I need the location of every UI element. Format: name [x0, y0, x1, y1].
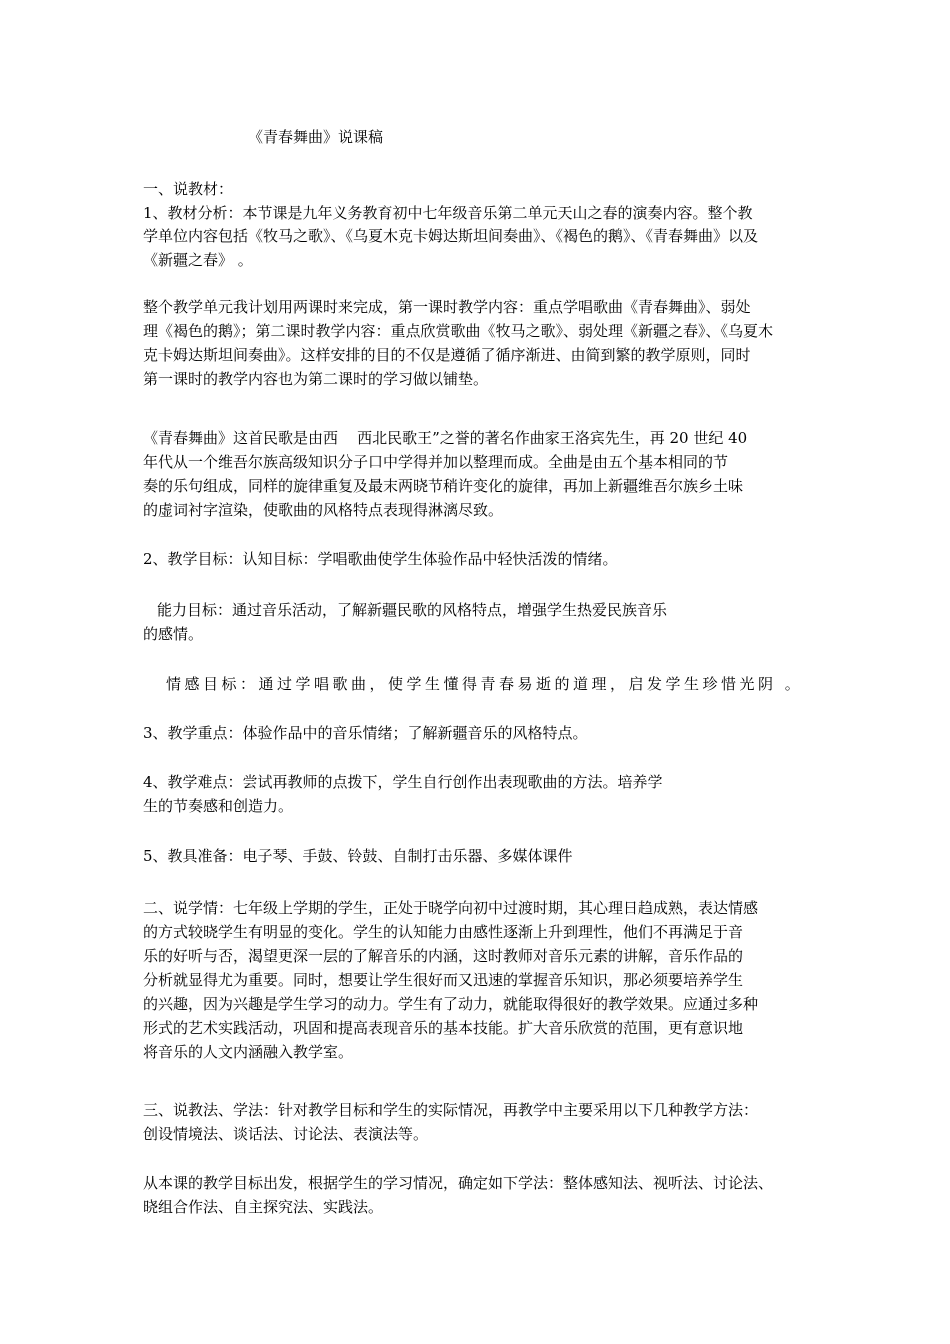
section-paragraph-line: 三、说教法、学法：针对教学目标和学生的实际情况，再教学中主要采用以下几种教学方法：	[143, 1101, 759, 1119]
paragraph-line: 的方式较晓学生有明显的变化。学生的认知能力由感性逐渐上升到理性，他们不再满足于音	[143, 923, 744, 941]
paragraph-line: 3、教学重点：体验作品中的音乐情绪；了解新疆音乐的风格特点。	[143, 724, 588, 742]
paragraph-line: 2、教学目标：认知目标：学唱歌曲使学生体验作品中轻快活泼的情绪。	[143, 550, 618, 568]
document-title: 《青春舞曲》说课稿	[248, 128, 384, 146]
section-heading: 一、说教材：	[143, 180, 234, 198]
paragraph-line: 的感情。	[143, 625, 204, 643]
paragraph-line: 从本课的教学目标出发，根据学生的学习情况，确定如下学法：整体感知法、视听法、讨论法、	[143, 1174, 774, 1192]
paragraph-line: 《青春舞曲》这首民歌是由西 西北民歌王”之誉的著名作曲家王洛宾先生，再 20 世纪 40	[143, 429, 748, 447]
paragraph-line: 乐的好听与否，渴望更深一层的了解音乐的内涵，这时教师对音乐元素的讲解，音乐作品的	[143, 947, 744, 965]
paragraph-line: 年代从一个维吾尔族高级知识分子口中学得并加以整理而成。全曲是由五个基本相同的节	[143, 453, 729, 471]
paragraph-line: 《新疆之春》 。	[143, 251, 253, 269]
paragraph-line: 克卡姆达斯坦间奏曲》。这样安排的目的不仅是遵循了循序渐进、由简到繁的教学原则，同时	[143, 346, 751, 364]
paragraph-line: 生的节奏感和创造力。	[143, 797, 294, 815]
paragraph-line: 晓组合作法、自主探究法、实践法。	[143, 1198, 384, 1216]
paragraph-line: 将音乐的人文内涵融入教学室。	[143, 1043, 354, 1061]
paragraph-line: 5、教具准备：电子琴、手鼓、铃鼓、自制打击乐器、多媒体课件	[143, 847, 573, 865]
paragraph-line: 1、教材分析：本节课是九年义务教育初中七年级音乐第二单元天山之春的演奏内容。整个教	[143, 204, 753, 222]
paragraph-line: 创设情境法、谈话法、讨论法、表演法等。	[143, 1125, 429, 1143]
paragraph-line: 形式的艺术实践活动，巩固和提高表现音乐的基本技能。扩大音乐欣赏的范围，更有意识地	[143, 1019, 744, 1037]
paragraph-line: 奏的乐句组成，同样的旋律重复及最末两晓节稍许变化的旋律，再加上新疆维吾尔族乡土味	[143, 477, 744, 495]
paragraph-line: 理《褐色的鹅》；第二课时教学内容：重点欣赏歌曲《牧马之歌》、弱处理《新疆之春》、《乌夏木	[143, 322, 774, 340]
paragraph-line: 能力目标：通过音乐活动，了解新疆民歌的风格特点，增强学生热爱民族音乐	[157, 601, 668, 619]
paragraph-line: 的兴趣，因为兴趣是学生学习的动力。学生有了动力，就能取得很好的教学效果。应通过多种	[143, 995, 759, 1013]
paragraph-line: 分析就显得尤为重要。同时，想要让学生很好而又迅速的掌握音乐知识，那必须要培养学生	[143, 971, 744, 989]
paragraph-line: 整个教学单元我计划用两课时来完成，第一课时教学内容：重点学唱歌曲《青春舞曲》、弱处	[143, 298, 751, 316]
section-paragraph-line: 二、说学情：七年级上学期的学生，正处于晓学向初中过渡时期，其心理日趋成熟，表达情感	[143, 899, 759, 917]
paragraph-line: 4、教学难点：尝试再教师的点拨下，学生自行创作出表现歌曲的方法。培养学	[143, 773, 663, 791]
paragraph-line: 第一课时的教学内容也为第二课时的学习做以铺垫。	[143, 370, 489, 388]
paragraph-line: 学单位内容包括《牧马之歌》、《乌夏木克卡姆达斯坦间奏曲》、《褐色的鹅》、《青春舞曲》以及	[143, 227, 759, 245]
paragraph-line: 的虚词衬字渲染，使歌曲的风格特点表现得淋漓尽致。	[143, 501, 504, 519]
paragraph-line: 情感目标：通过学唱歌曲，使学生懂得青春易逝的道理，启发学生珍惜光阴 。	[166, 675, 804, 693]
